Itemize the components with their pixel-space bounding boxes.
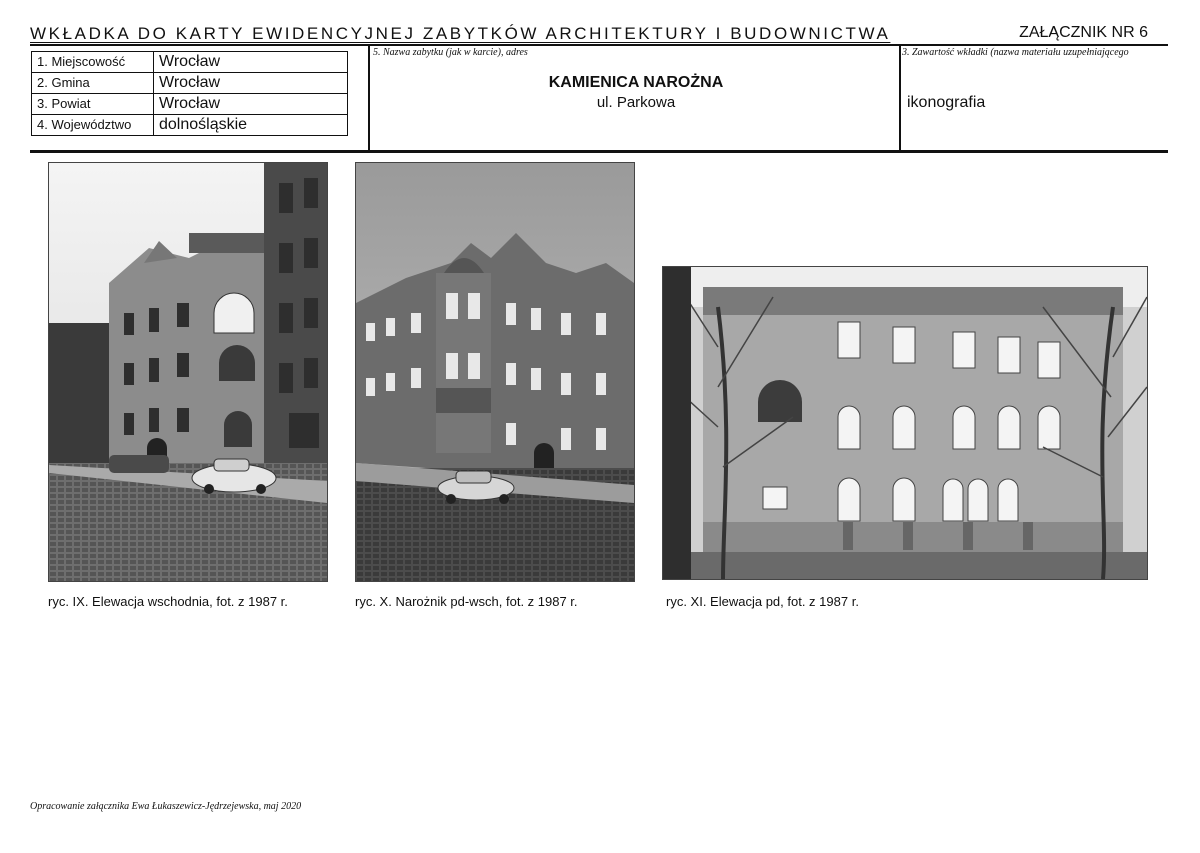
location-row-commune bbox=[32, 73, 348, 94]
location-label: 3. Powiat bbox=[32, 94, 154, 115]
contents-value: ikonografia bbox=[907, 94, 986, 111]
top-rule bbox=[30, 44, 1168, 46]
location-value: Wrocław bbox=[154, 94, 348, 115]
caption-east-elevation: ryc. IX. Elewacja wschodnia, fot. z 1987 r. bbox=[48, 594, 288, 609]
photo-south-elevation bbox=[662, 266, 1148, 580]
location-row-county bbox=[32, 94, 348, 115]
annex-number: ZAŁĄCZNIK NR 6 bbox=[1019, 24, 1148, 41]
location-table bbox=[31, 51, 348, 136]
caption-south-elevation: ryc. XI. Elewacja pd, fot. z 1987 r. bbox=[666, 594, 859, 609]
location-label: 2. Gmina bbox=[32, 73, 154, 94]
caption-corner-view: ryc. X. Narożnik pd-wsch, fot. z 1987 r. bbox=[355, 594, 578, 609]
location-row-voivodeship bbox=[32, 115, 348, 136]
location-row-town bbox=[32, 52, 348, 73]
document-title: WKŁADKA DO KARTY EWIDENCYJNEJ ZABYTKÓW ARCHITEKTURY I BUDOWNICTWA bbox=[30, 24, 891, 43]
location-label: 1. Miejscowość bbox=[32, 52, 154, 73]
monument-address: ul. Parkowa bbox=[596, 94, 676, 111]
footer-credit: Opracowanie załącznika Ewa Łukaszewicz-Jędrzejewska, maj 2020 bbox=[30, 801, 302, 812]
location-value: Wrocław bbox=[154, 52, 348, 73]
monument-name: KAMIENICA NAROŻNA bbox=[548, 74, 724, 91]
column-divider-1 bbox=[368, 45, 370, 151]
photo-corner-view bbox=[355, 162, 635, 582]
bottom-rule bbox=[30, 150, 1168, 153]
location-value: Wrocław bbox=[154, 73, 348, 94]
location-value: dolnośląskie bbox=[154, 115, 348, 136]
monument-name-label: 5. Nazwa zabytku (jak w karcie), adres bbox=[373, 47, 528, 58]
contents-label: 3. Zawartość wkładki (nazwa materiału uzupełniającego bbox=[902, 47, 1129, 58]
location-label: 4. Województwo bbox=[32, 115, 154, 136]
title-row bbox=[30, 24, 1168, 46]
photo-east-elevation bbox=[48, 162, 328, 582]
